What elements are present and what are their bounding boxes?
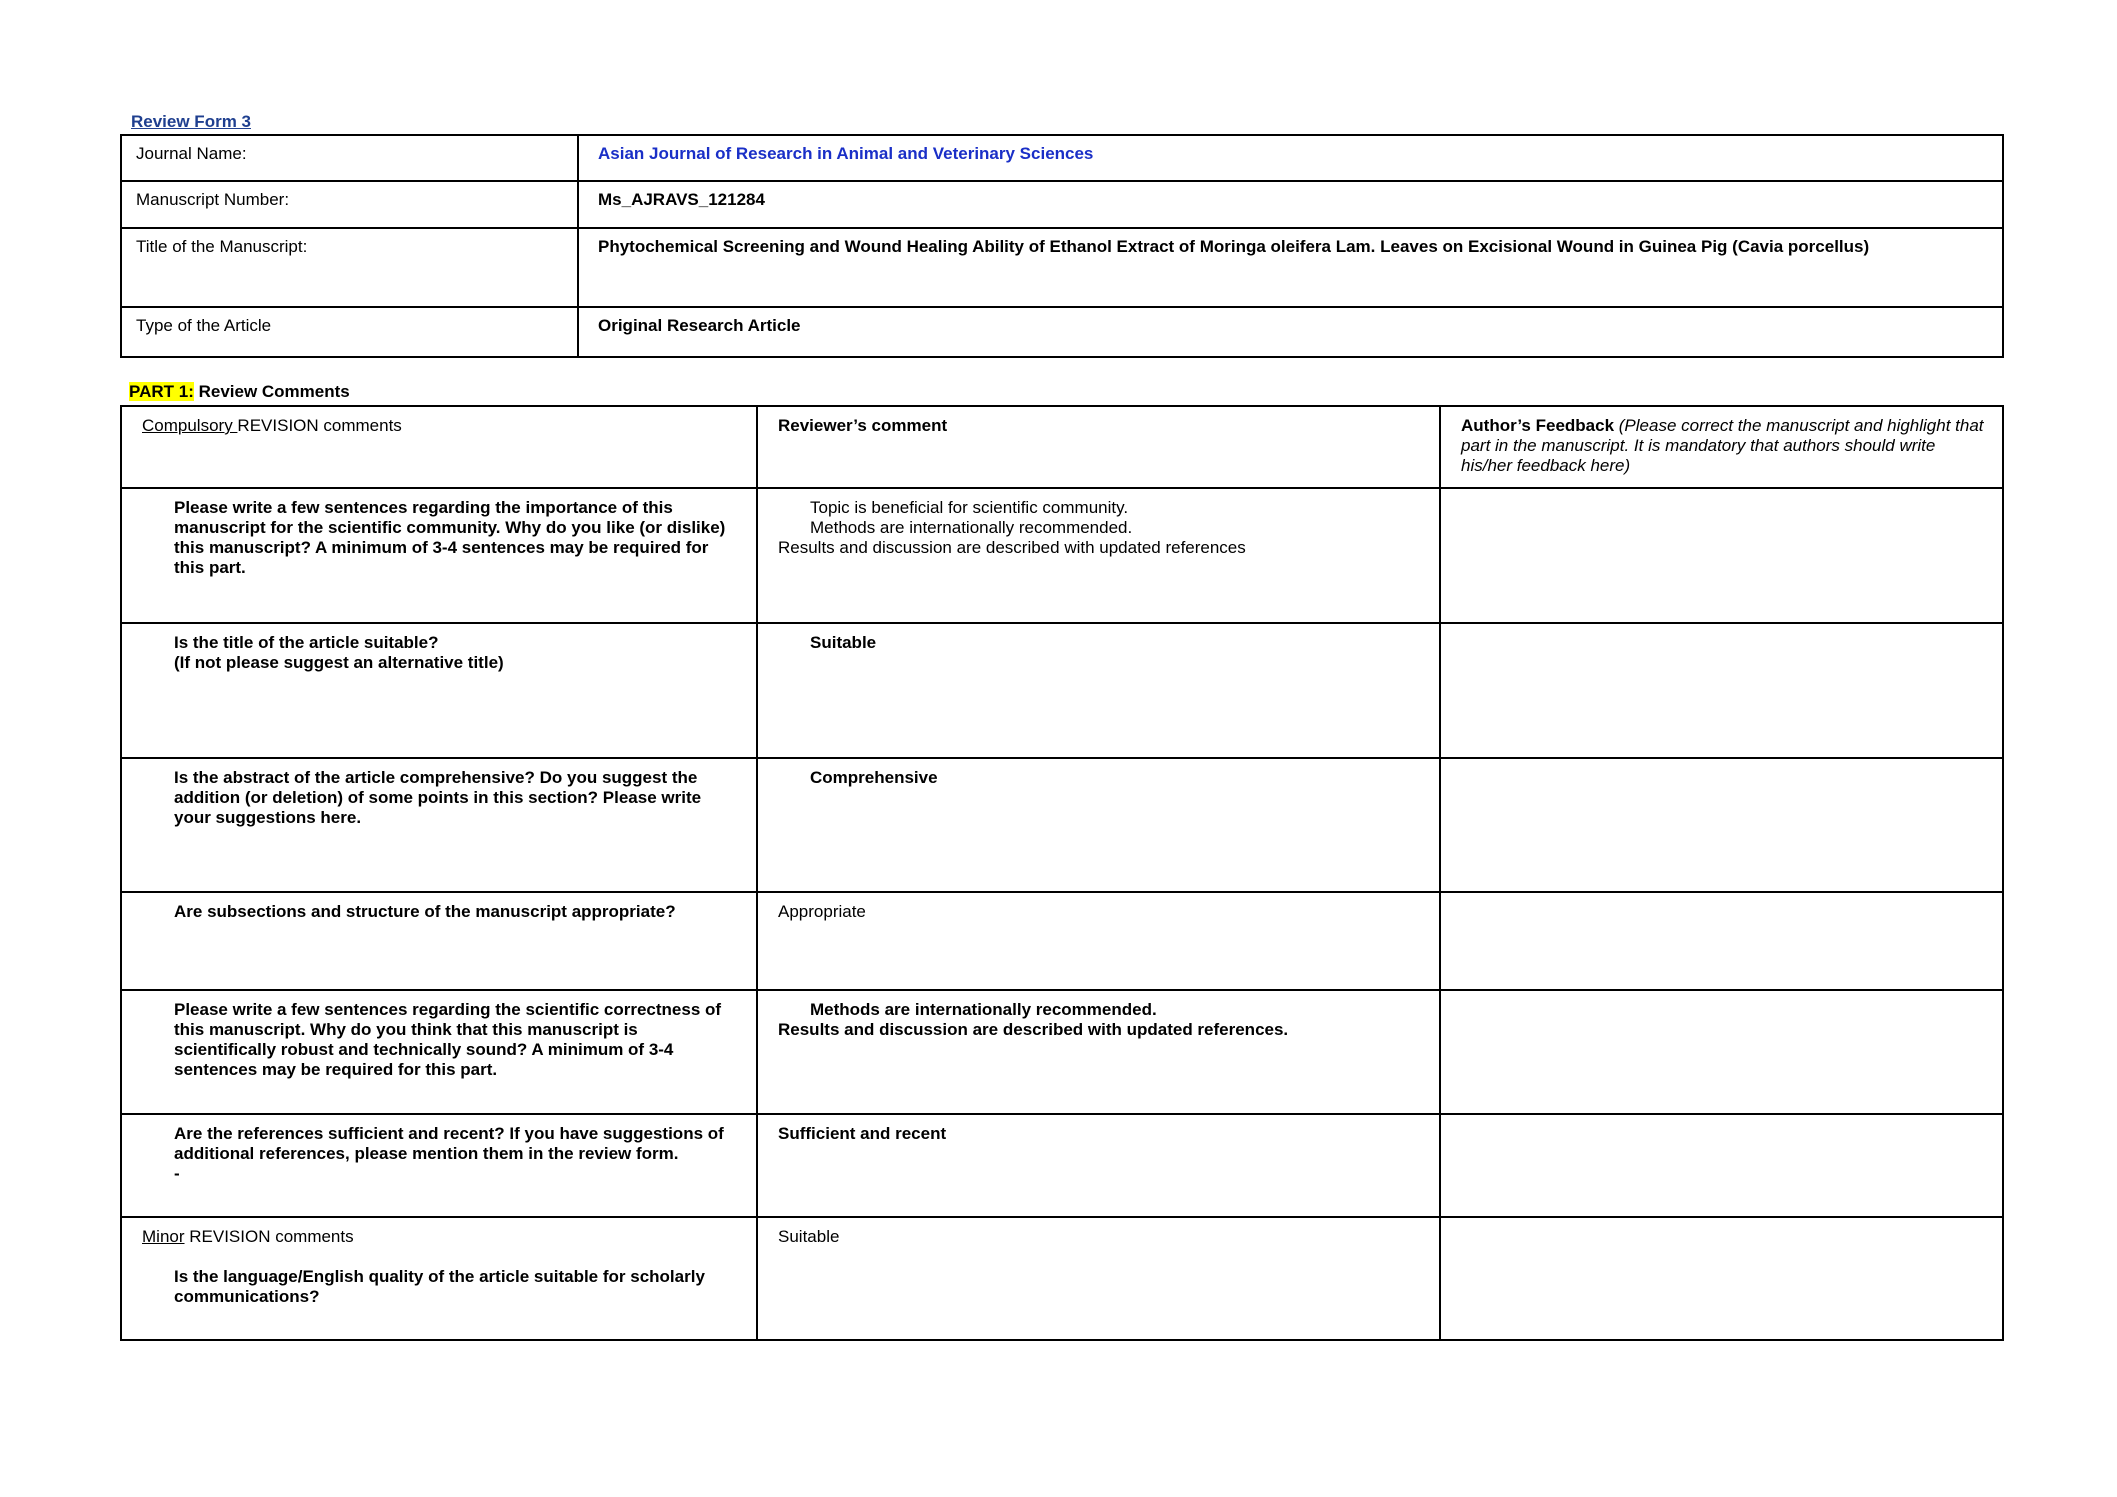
- manuscript-number-label: Manuscript Number:: [121, 181, 578, 228]
- reviewer-comment-header: Reviewer’s comment: [757, 406, 1440, 488]
- question-text: Is the title of the article suitable?: [174, 633, 439, 652]
- comment-line: Methods are internationally recommended.: [810, 1000, 1157, 1019]
- review-row-importance: [121, 488, 2003, 623]
- comment-line: Results and discussion are described with updated references: [778, 538, 1246, 557]
- author-feedback-cell[interactable]: [1440, 623, 2003, 758]
- author-feedback-cell[interactable]: [1440, 990, 2003, 1114]
- manuscript-info-table: [120, 134, 2004, 358]
- author-feedback-cell[interactable]: [1440, 488, 2003, 623]
- comment-line: Methods are internationally recommended.: [810, 518, 1133, 537]
- author-feedback-cell[interactable]: [1440, 892, 2003, 990]
- part1-tag: PART 1:: [129, 382, 194, 401]
- part1-heading-text: Review Comments: [193, 382, 350, 401]
- minor-word: Minor: [142, 1227, 185, 1246]
- question-text: Are subsections and structure of the manuscript appropriate?: [174, 902, 676, 921]
- question-dash: -: [174, 1164, 180, 1183]
- form-title[interactable]: Review Form 3: [131, 112, 251, 131]
- comment-line: Suitable: [810, 633, 877, 652]
- reviewer-comment-cell[interactable]: [757, 892, 1440, 990]
- manuscript-number-row: [121, 181, 2003, 228]
- review-comments-table: [120, 405, 2004, 1341]
- minor-rest: REVISION comments: [184, 1227, 354, 1246]
- reviewer-comment-cell[interactable]: [757, 990, 1440, 1114]
- question-text: Please write a few sentences regarding the scientific correctness of this manuscript. Why do you think that this manuscript is scientifically robust and technically sound? A minimum of 3-4 sentences may be required for this part.: [174, 1000, 722, 1079]
- compulsory-rest: REVISION comments: [237, 416, 402, 435]
- question-cell: [121, 623, 757, 758]
- journal-label: Journal Name:: [121, 135, 578, 181]
- question-cell: [121, 990, 757, 1114]
- article-type-row: [121, 307, 2003, 357]
- compulsory-word: Compulsory: [142, 416, 238, 435]
- review-row-minor-language: [121, 1217, 2003, 1340]
- review-row-abstract: [121, 758, 2003, 892]
- reviewer-comment-cell[interactable]: [757, 1217, 1440, 1340]
- journal-row: [121, 135, 2003, 181]
- question-cell: [121, 892, 757, 990]
- title-label: Title of the Manuscript:: [121, 228, 578, 307]
- title-value: Phytochemical Screening and Wound Healing Ability of Ethanol Extract of Moringa oleifera Lam. Leaves on Excisional Wound in Guinea Pig (Cavia porcellus): [578, 228, 2003, 307]
- review-row-title: [121, 623, 2003, 758]
- question-cell: [121, 488, 757, 623]
- article-type-value: Original Research Article: [578, 307, 2003, 357]
- reviewer-comment-cell[interactable]: [757, 488, 1440, 623]
- question-cell: [121, 758, 757, 892]
- comment-line: Comprehensive: [810, 768, 938, 787]
- question-text: Are the references sufficient and recent? If you have suggestions of additional references, please mention them in the review form.: [174, 1124, 724, 1163]
- author-feedback-cell[interactable]: [1440, 1114, 2003, 1217]
- minor-heading: [142, 1227, 742, 1247]
- question-text: (If not please suggest an alternative title): [174, 653, 504, 672]
- review-row-correctness: [121, 990, 2003, 1114]
- article-type-label: Type of the Article: [121, 307, 578, 357]
- author-feedback-header: [1440, 406, 2003, 488]
- minor-question-cell: [121, 1217, 757, 1340]
- comment-line: Suitable: [778, 1227, 840, 1246]
- part1-heading: [129, 382, 350, 402]
- reviewer-comment-cell[interactable]: [757, 758, 1440, 892]
- review-row-references: [121, 1114, 2003, 1217]
- question-text: Is the language/English quality of the article suitable for scholarly communications?: [174, 1267, 705, 1306]
- review-row-structure: [121, 892, 2003, 990]
- author-feedback-cell[interactable]: [1440, 1217, 2003, 1340]
- question-text: Is the abstract of the article comprehensive? Do you suggest the addition (or deletion) of some points in this section? Please write your suggestions here.: [174, 768, 702, 827]
- title-row: [121, 228, 2003, 307]
- comment-line: Results and discussion are described with updated references.: [778, 1020, 1289, 1039]
- author-feedback-italic: (Please correct the manuscript and highlight that part in the manuscript. It is mandatory that authors should write his/her feedback here): [1461, 416, 1984, 475]
- comment-line: Topic is beneficial for scientific community.: [810, 498, 1129, 517]
- question-cell: [121, 1114, 757, 1217]
- journal-value: Asian Journal of Research in Animal and Veterinary Sciences: [578, 135, 2003, 181]
- reviewer-comment-cell[interactable]: [757, 1114, 1440, 1217]
- reviewer-comment-cell[interactable]: [757, 623, 1440, 758]
- compulsory-header: [121, 406, 757, 488]
- author-feedback-cell[interactable]: [1440, 758, 2003, 892]
- question-text: Please write a few sentences regarding the importance of this manuscript for the scientific community. Why do you like (or dislike) this manuscript? A minimum of 3-4 sentences may be required for this part.: [174, 498, 726, 577]
- comment-line: Sufficient and recent: [778, 1124, 947, 1143]
- manuscript-number-value: Ms_AJRAVS_121284: [578, 181, 2003, 228]
- author-feedback-bold: Author’s Feedback: [1461, 416, 1615, 435]
- review-header-row: [121, 406, 2003, 488]
- comment-line: Appropriate: [778, 902, 866, 921]
